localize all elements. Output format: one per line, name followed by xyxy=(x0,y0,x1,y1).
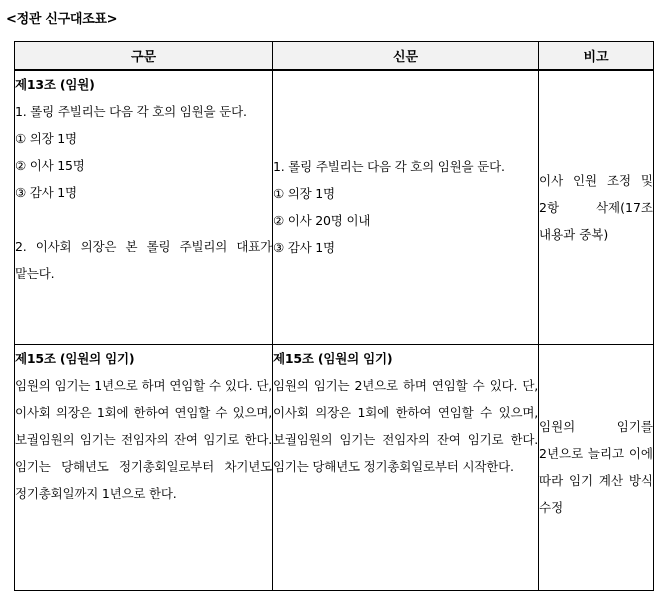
article-item: ① 의장 1명 xyxy=(273,186,335,202)
note-cell xyxy=(539,344,654,590)
article-item: ② 이사 15명 xyxy=(15,158,85,173)
document-title: <정관 신구대조표> xyxy=(6,12,118,27)
article-item: ② 이사 20명 이내 xyxy=(273,213,371,229)
article-clause: 1. 롤링 주빌리는 다음 각 호의 임원을 둔다. xyxy=(15,104,247,119)
article-item: ③ 감사 1명 xyxy=(273,240,335,256)
blank-line xyxy=(15,206,272,233)
article-item: ③ 감사 1명 xyxy=(15,185,77,200)
note-cell xyxy=(539,70,654,344)
note-text: 임원의 임기를 2년으로 늘리고 이에 따라 임기 계산 방식 수정 xyxy=(539,419,653,515)
article-body: 임원의 임기는 2년으로 하며 연임할 수 있다. 단, 이사회 의장은 1회에 한하여 연임할 수 있으며, 보궐임원의 임기는 전임자의 잔여 임기로 한다. 임기는 당해년도 정기총회일로부터 시작한다. xyxy=(273,377,538,474)
article-body: 임원의 임기는 1년으로 하며 연임할 수 있다. 단, 이사회 의장은 1회에 한하여 연임할 수 있으며, 보궐임원의 임기는 전임자의 잔여 임기로 한다. 임기는 당해년도 정기총회일로부터 차기년도 정기총회일까지 1년으로 한다. xyxy=(15,377,272,501)
article-heading: 제15조 (임원의 임기) xyxy=(15,350,135,366)
old-article-13-cell xyxy=(15,70,273,344)
article-heading: 제13조 (임원) xyxy=(15,77,95,92)
new-article-13-cell xyxy=(273,70,539,344)
article-clause: 1. 롤링 주빌리는 다음 각 호의 임원을 둔다. xyxy=(273,159,505,175)
column-header-old: 구문 xyxy=(15,42,273,71)
table-row xyxy=(15,70,654,344)
article-item: ① 의장 1명 xyxy=(15,131,77,146)
table-header-row xyxy=(15,42,654,71)
column-header-new: 신문 xyxy=(273,42,539,71)
table-row xyxy=(15,344,654,590)
old-article-15-cell xyxy=(15,344,273,590)
article-heading: 제15조 (임원의 임기) xyxy=(273,350,393,366)
article-clause: 2. 이사회 의장은 본 롤링 주빌리의 대표가 맡는다. xyxy=(15,239,272,281)
note-text: 이사 인원 조정 및 2항 삭제(17조 내용과 중복) xyxy=(539,172,653,242)
column-header-note: 비고 xyxy=(539,42,654,71)
comparison-table xyxy=(14,41,654,591)
new-article-15-cell xyxy=(273,344,539,590)
